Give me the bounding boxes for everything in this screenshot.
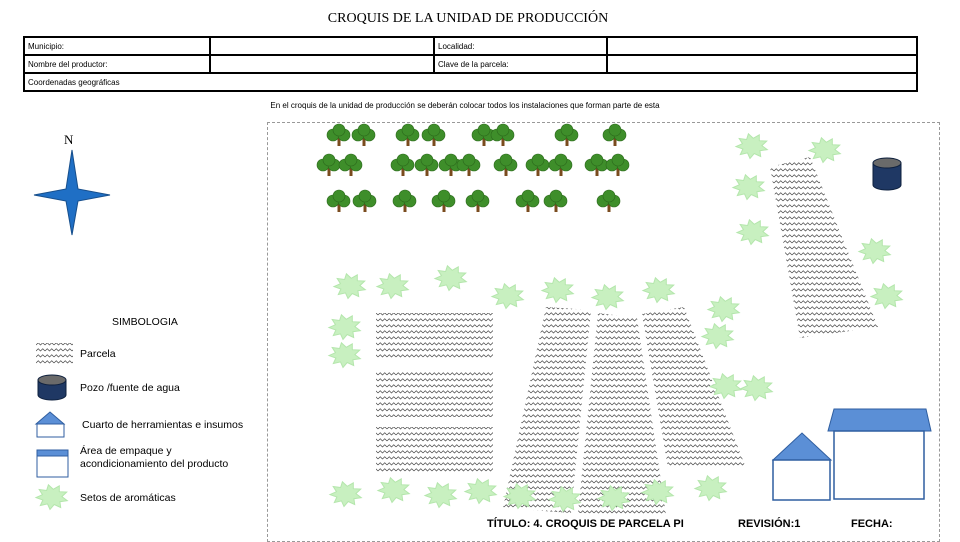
hedge-icon <box>377 274 408 299</box>
hedge-icon <box>425 483 456 508</box>
hedge-icon <box>859 239 890 264</box>
hedge-icon <box>871 284 902 309</box>
parcel-rect-1 <box>376 313 493 360</box>
tree-icon <box>352 124 375 146</box>
tree-icon <box>606 154 629 176</box>
hedge-icon <box>435 266 466 291</box>
well-icon <box>873 158 901 190</box>
tool-room-icon <box>36 412 64 437</box>
packing-area-icon <box>828 409 931 499</box>
hedge-icon <box>378 478 409 503</box>
tree-icon <box>457 154 480 176</box>
tree-icon <box>391 154 414 176</box>
tree-icon <box>544 190 567 212</box>
tree-icon <box>585 154 608 176</box>
footer-revision: REVISIÓN:1 <box>738 518 801 530</box>
hedge-icon <box>329 315 360 340</box>
hedge-icon <box>643 278 674 303</box>
footer-date-label: FECHA: <box>851 518 893 530</box>
hedge-icon <box>330 482 361 507</box>
legend-packing-label-2: acondicionamiento del producto <box>80 458 229 470</box>
well-icon <box>38 375 66 400</box>
tree-icon <box>393 190 416 212</box>
tree-icon <box>396 124 419 146</box>
tree-icon <box>466 190 489 212</box>
trees-group <box>317 124 629 212</box>
hedge-icon <box>733 175 764 200</box>
hedge-icon <box>710 374 741 399</box>
tree-icon <box>317 154 340 176</box>
tree-icon <box>516 190 539 212</box>
parcel-trapezoid-1 <box>503 307 591 513</box>
tree-icon <box>327 190 350 212</box>
packing-area-icon <box>37 450 68 477</box>
tree-icon <box>555 124 578 146</box>
hedge-icon <box>542 278 573 303</box>
legend-hedge-label: Setos de aromáticas <box>80 492 176 504</box>
hedge-icon <box>736 134 767 159</box>
hedge-icon <box>36 485 67 510</box>
hedge-icon <box>809 138 840 163</box>
hedge-icon <box>741 376 772 401</box>
tree-icon <box>494 154 517 176</box>
hedge-icon <box>702 324 733 349</box>
tree-icon <box>339 154 362 176</box>
legend-parcel-label: Parcela <box>80 348 116 360</box>
parcel-rect-3 <box>376 427 493 474</box>
tree-icon <box>603 124 626 146</box>
tree-icon <box>353 190 376 212</box>
tree-icon <box>327 124 350 146</box>
hedge-icon <box>592 285 623 310</box>
municipio-label: Municipio: <box>24 37 210 55</box>
legend-title: SIMBOLOGIA <box>112 316 178 328</box>
footer-title: TÍTULO: 4. CROQUIS DE PARCELA PI <box>487 518 684 530</box>
instructions-text: En el croquis de la unidad de producción se deberán colocar todos los instalaciones que forman parte de esta <box>270 101 660 110</box>
hedge-icon <box>708 297 739 322</box>
legend-tool-room-label: Cuarto de herramientas e insumos <box>82 419 244 431</box>
tree-icon <box>526 154 549 176</box>
clave-label: Clave de la parcela: <box>434 55 607 73</box>
legend-packing-label-1: Área de empaque y <box>80 445 172 457</box>
legend-well-label: Pozo /fuente de agua <box>80 382 180 394</box>
parcel-pattern-icon <box>36 343 73 365</box>
north-label: N <box>64 132 74 147</box>
coordenadas-label: Coordenadas geográficas <box>24 73 917 91</box>
parcel-rect-2 <box>376 370 493 417</box>
tree-icon <box>491 124 514 146</box>
localidad-label: Localidad: <box>434 37 607 55</box>
tree-icon <box>549 154 572 176</box>
tree-icon <box>422 124 445 146</box>
hedge-icon <box>334 274 365 299</box>
hedge-icon <box>737 220 768 245</box>
tree-icon <box>415 154 438 176</box>
page-title: CROQUIS DE LA UNIDAD DE PRODUCCIÓN <box>327 11 609 26</box>
hedge-icon <box>695 476 726 501</box>
hedge-icon <box>465 479 496 504</box>
hedge-icon <box>329 343 360 368</box>
parcel-diagonal <box>770 157 878 338</box>
tool-room-icon <box>773 433 831 500</box>
tree-icon <box>432 190 455 212</box>
hedge-icon <box>492 284 523 309</box>
tree-icon <box>597 190 620 212</box>
productor-label: Nombre del productor: <box>24 55 210 73</box>
